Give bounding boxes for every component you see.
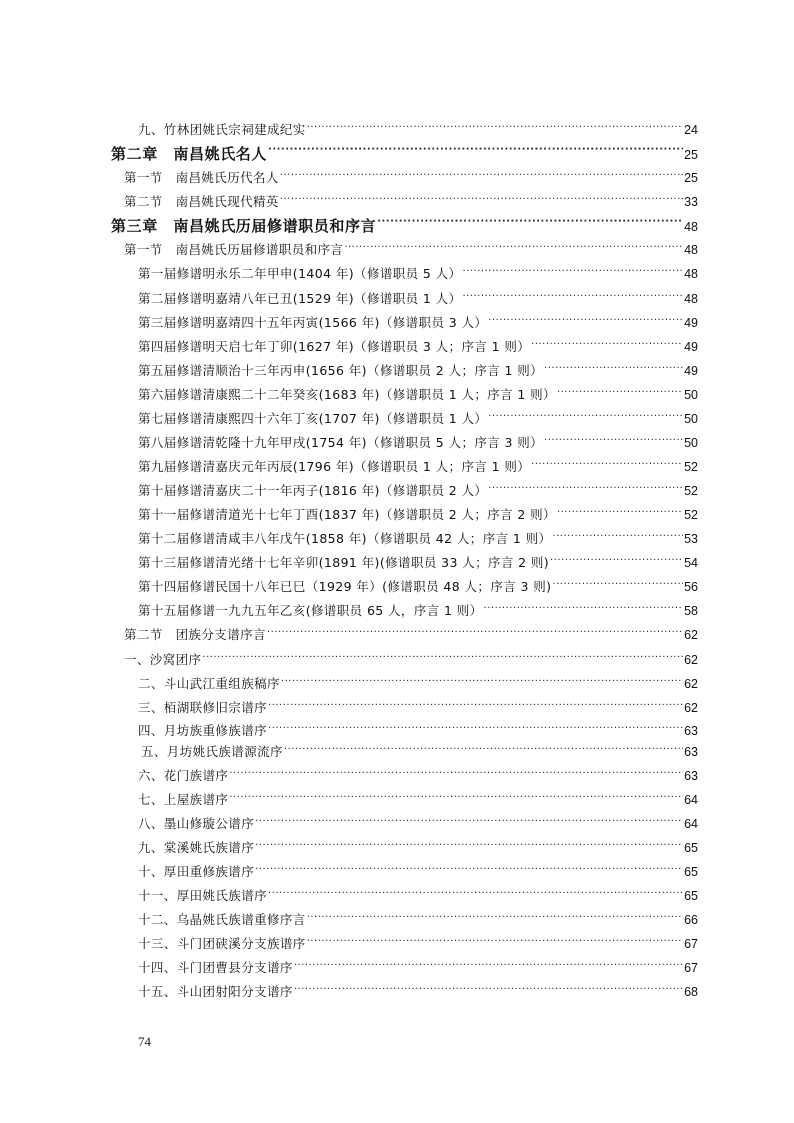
toc-entry[interactable]: [138, 911, 698, 929]
toc-entry[interactable]: [138, 935, 698, 953]
toc-entry-label: 第一届修谱明永乐二年甲申(1404 年)（修谱职员 5 人）: [138, 266, 462, 281]
toc-entry-label: 第一节 南昌姚氏历代名人: [124, 170, 279, 185]
toc-entry-label: 九、竹林团姚氏宗祠建成纪实: [138, 122, 306, 137]
toc-leader-dots: [268, 888, 683, 901]
toc-entry-label: 十三、斗门团硖溪分支族谱序: [138, 936, 306, 951]
toc-entry-page: 64: [684, 793, 698, 807]
toc-entry-label: 二、斗山武江重组族稿序: [138, 676, 280, 691]
toc-entry-label: 第二节 南昌姚氏现代精英: [124, 194, 279, 209]
toc-entry-page: 68: [684, 985, 698, 999]
toc-entry-label: 三、栢湖联修旧宗谱序: [138, 700, 268, 715]
toc-leader-dots: [531, 459, 683, 472]
toc-leader-dots: [284, 744, 683, 757]
toc-entry-label: 第七届修谱清康熙四十六年丁亥(1707 年)（修谱职员 1 人）: [138, 411, 488, 426]
toc-entry-label: 六、花门族谱序: [138, 768, 229, 783]
toc-entry-page: 63: [684, 769, 698, 783]
toc-entry-label: 九、棠溪姚氏族谱序: [138, 840, 255, 855]
toc-chapter-entry[interactable]: [111, 144, 698, 165]
page-number: 74: [138, 1034, 151, 1049]
toc-entry-page: 66: [684, 913, 698, 927]
toc-entry[interactable]: [138, 290, 698, 308]
toc-entry-page: 49: [684, 340, 698, 354]
toc-leader-dots: [462, 291, 683, 304]
toc-entry-page: 64: [684, 817, 698, 831]
toc-entry-label: 七、上屋族谱序: [138, 792, 229, 807]
toc-leader-dots: [488, 315, 683, 328]
toc-section-entry[interactable]: [124, 626, 698, 644]
toc-entry[interactable]: [138, 554, 698, 572]
toc-entry-page: 50: [684, 436, 698, 450]
toc-entry[interactable]: [138, 458, 698, 476]
toc-entry-page: 49: [684, 316, 698, 330]
toc-entry[interactable]: [138, 386, 698, 404]
toc-leader-dots: [268, 723, 683, 736]
toc-entry[interactable]: [138, 530, 698, 548]
toc-entry[interactable]: [138, 121, 698, 139]
toc-entry[interactable]: [138, 791, 698, 809]
toc-entry-label: 第十四届修谱民国十八年已巳（1929 年）(修谱职员 48 人；序言 3 则): [138, 579, 552, 594]
toc-entry[interactable]: [138, 434, 698, 452]
toc-leader-dots: [280, 170, 683, 183]
toc-entry-label: 第二章 南昌姚氏名人: [111, 145, 268, 163]
toc-leader-dots: [255, 864, 683, 877]
toc-section-entry[interactable]: [124, 193, 698, 211]
toc-entry-page: 25: [684, 148, 698, 162]
toc-leader-dots: [255, 840, 683, 853]
toc-entry[interactable]: [138, 959, 698, 977]
toc-entry[interactable]: [138, 602, 698, 620]
toc-leader-dots: [544, 435, 683, 448]
toc-entry-page: 52: [684, 508, 698, 522]
toc-entry-page: 24: [684, 123, 698, 137]
toc-leader-dots: [294, 960, 683, 973]
toc-leader-dots: [557, 507, 683, 520]
toc-entry-label: 十二、乌晶姚氏族谱重修序言: [138, 912, 306, 927]
toc-entry-label: 第十五届修谱一九九五年乙亥(修谱职员 65 人，序言 1 则）: [138, 603, 483, 618]
toc-entry-label: 第三届修谱明嘉靖四十五年丙寅(1566 年)（修谱职员 3 人）: [138, 315, 488, 330]
toc-entry-page: 67: [684, 937, 698, 951]
toc-leader-dots: [488, 483, 683, 496]
toc-entry-label: 五、月坊姚氏族谱源流序: [141, 744, 283, 759]
toc-entry[interactable]: [138, 722, 698, 740]
toc-leader-dots: [294, 984, 683, 997]
toc-leader-dots: [229, 792, 683, 805]
toc-leader-dots: [552, 531, 683, 544]
toc-entry-label: 十、厚田重修族谱序: [138, 864, 255, 879]
toc-entry[interactable]: [138, 699, 698, 717]
toc-leader-dots: [280, 194, 683, 207]
toc-entry-page: 63: [684, 745, 698, 759]
toc-entry-label: 第四届修谱明天启七年丁卯(1627 年)（修谱职员 3 人；序言 1 则）: [138, 339, 531, 354]
toc-entry-label: 十四、斗门团曹县分支谱序: [138, 960, 293, 975]
toc-entry-label: 第六届修谱清康熙二十二年癸亥(1683 年)（修谱职员 1 人；序言 1 则）: [138, 387, 556, 402]
toc-entry[interactable]: [138, 362, 698, 380]
toc-entry-page: 54: [684, 556, 698, 570]
toc-entry[interactable]: [138, 482, 698, 500]
toc-entry[interactable]: [138, 983, 698, 1001]
toc-entry-label: 第二届修谱明嘉靖八年已丑(1529 年)（修谱职员 1 人）: [138, 291, 462, 306]
toc-leader-dots: [281, 676, 683, 689]
toc-entry-page: 65: [684, 841, 698, 855]
toc-entry[interactable]: [138, 410, 698, 428]
toc-leader-dots: [255, 816, 683, 829]
toc-entry[interactable]: [138, 863, 698, 881]
toc-entry-page: 49: [684, 364, 698, 378]
toc-entry[interactable]: [138, 578, 698, 596]
toc-leader-dots: [267, 627, 683, 640]
toc-leader-dots: [484, 603, 684, 616]
toc-entry-label: 十五、斗山团射阳分支谱序: [138, 984, 293, 999]
toc-entry-label: 第三章 南昌姚氏历届修谱职员和序言: [111, 217, 377, 235]
toc-entry-label: 四、月坊族重修族谱序: [138, 723, 268, 738]
toc-entry[interactable]: [138, 675, 698, 693]
toc-chapter-entry[interactable]: [111, 216, 698, 237]
toc-entry-label: 八、墨山修璇公谱序: [138, 816, 255, 831]
toc-entry-label: 第十三届修谱清光绪十七年辛卯(1891 年)(修谱职员 33 人；序言 2 则): [138, 555, 550, 570]
toc-entry[interactable]: [138, 887, 698, 905]
toc-entry-page: 50: [684, 412, 698, 426]
toc-leader-dots: [268, 144, 683, 159]
toc-entry-page: 53: [684, 532, 698, 546]
toc-entry-page: 25: [684, 171, 698, 185]
toc-entry-label: 第十一届修谱清道光十七年丁酉(1837 年)（修谱职员 2 人；序言 2 则）: [138, 507, 556, 522]
toc-entry[interactable]: [138, 506, 698, 524]
toc-entry[interactable]: [138, 839, 698, 857]
toc-entry-page: 62: [684, 628, 698, 642]
toc-entry[interactable]: [141, 743, 698, 761]
toc-entry[interactable]: [138, 815, 698, 833]
toc-leader-dots: [307, 122, 683, 135]
toc-entry-page: 63: [684, 724, 698, 738]
toc-entry-page: 52: [684, 484, 698, 498]
toc-entry-page: 48: [684, 267, 698, 281]
toc-entry-label: 第十届修谱清嘉庆二十一年丙子(1816 年)（修谱职员 2 人）: [138, 483, 488, 498]
toc-leader-dots: [377, 216, 683, 231]
toc-entry-page: 56: [684, 580, 698, 594]
toc-leader-dots: [307, 936, 683, 949]
toc-entry[interactable]: [138, 338, 698, 356]
toc-entry-page: 58: [684, 604, 698, 618]
toc-leader-dots: [557, 387, 683, 400]
toc-leader-dots: [229, 768, 683, 781]
toc-entry-label: 第五届修谱清顺治十三年丙申(1656 年)（修谱职员 2 人；序言 1 则）: [138, 363, 544, 378]
toc-entry-page: 48: [684, 220, 698, 234]
toc-entry-page: 65: [684, 889, 698, 903]
toc-entry-label: 第十二届修谱清咸丰八年戊午(1858 年)（修谱职员 42 人；序言 1 则）: [138, 531, 552, 546]
toc-leader-dots: [202, 652, 683, 665]
toc-entry-page: 62: [684, 677, 698, 691]
toc-leader-dots: [462, 266, 683, 279]
toc-entry-page: 67: [684, 961, 698, 975]
toc-entry[interactable]: [124, 651, 698, 669]
toc-section-entry[interactable]: [124, 241, 698, 259]
toc-entry-page: 65: [684, 865, 698, 879]
toc-entry[interactable]: [138, 265, 698, 283]
toc-leader-dots: [531, 339, 683, 352]
toc-leader-dots: [552, 579, 683, 592]
toc-entry-label: 第一节 南昌姚氏历届修谱职员和序言: [124, 242, 344, 257]
toc-entry-page: 62: [684, 701, 698, 715]
toc-entry-label: 第九届修谱清嘉庆元年丙辰(1796 年)（修谱职员 1 人；序言 1 则）: [138, 459, 531, 474]
toc-entry[interactable]: [138, 767, 698, 785]
toc-leader-dots: [544, 363, 683, 376]
toc-entry-page: 33: [684, 195, 698, 209]
toc-entry-page: 62: [684, 653, 698, 667]
toc-entry-page: 48: [684, 243, 698, 257]
toc-entry-label: 一、沙窝团序: [124, 652, 202, 667]
toc-leader-dots: [550, 555, 683, 568]
toc-entry-page: 52: [684, 460, 698, 474]
toc-leader-dots: [268, 700, 683, 713]
toc-entry-label: 第二节 团族分支谱序言: [124, 627, 266, 642]
toc-entry-page: 50: [684, 388, 698, 402]
toc-entry-label: 第八届修谱清乾隆十九年甲戌(1754 年)（修谱职员 5 人；序言 3 则）: [138, 435, 544, 450]
toc-section-entry[interactable]: [124, 169, 698, 187]
toc-entry-label: 十一、厚田姚氏族谱序: [138, 888, 268, 903]
toc-entry[interactable]: [138, 314, 698, 332]
toc-entry-page: 48: [684, 292, 698, 306]
toc-leader-dots: [488, 411, 683, 424]
toc-leader-dots: [344, 242, 683, 255]
toc-leader-dots: [307, 912, 683, 925]
